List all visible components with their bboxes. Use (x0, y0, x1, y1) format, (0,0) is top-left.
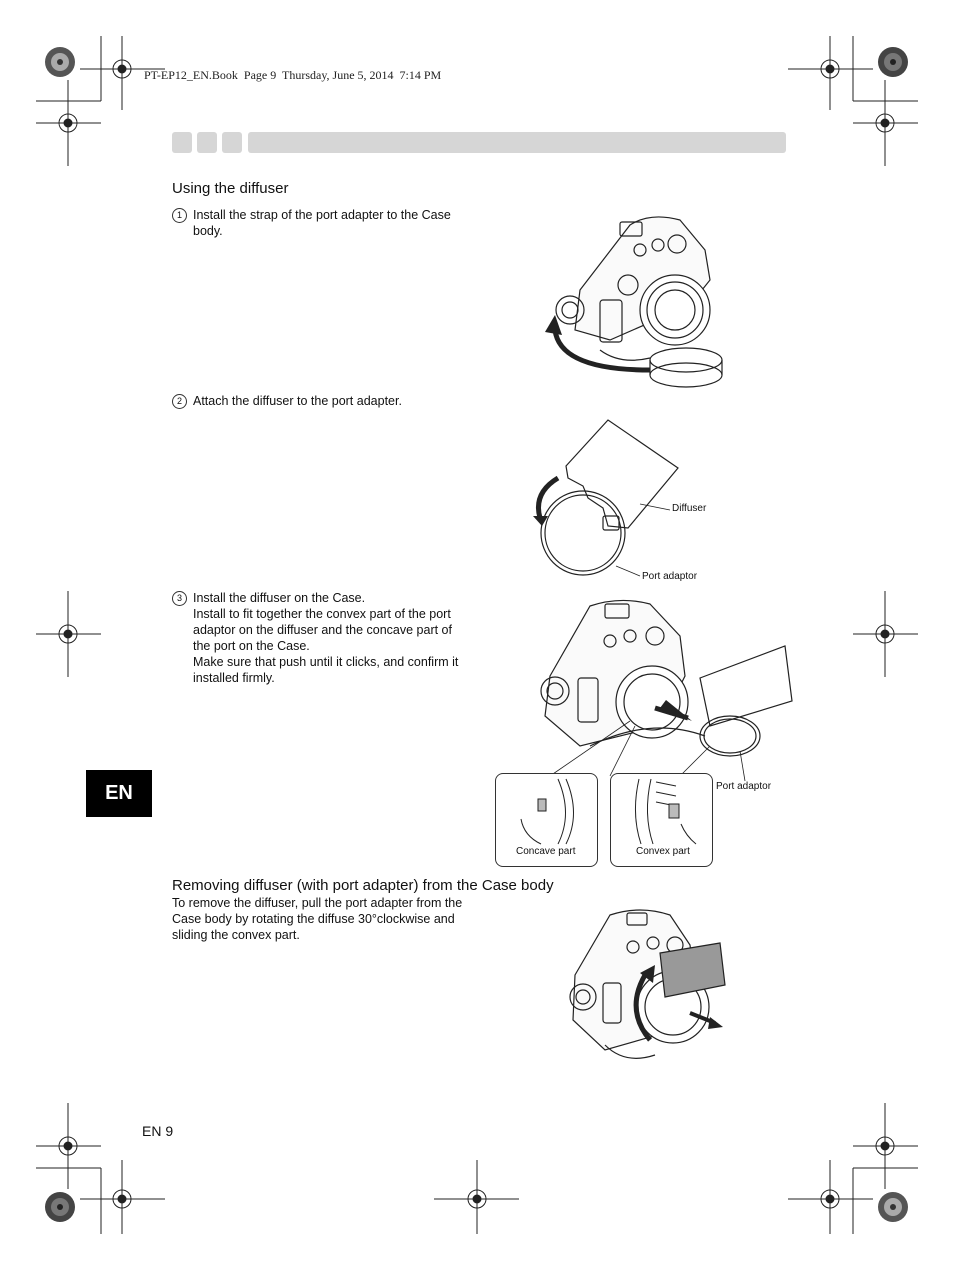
header-bar (248, 132, 786, 153)
concave-detail-drawing (496, 774, 597, 844)
detail-box-convex (610, 773, 713, 867)
language-tab-en: EN (86, 770, 152, 817)
step-text-line: Install to fit together the convex part of the port (193, 607, 451, 621)
header-tab-1 (172, 132, 192, 153)
body-text-line: To remove the diffuser, pull the port adapter from the (172, 896, 463, 910)
page-number: EN 9 (142, 1123, 174, 1139)
section-title-removing-diffuser: Removing diffuser (with port adapter) from the Case body (172, 877, 554, 894)
illustration-diffuser-remove (565, 905, 735, 1075)
step-number: 2 (172, 394, 187, 409)
illustration-strap-install (540, 210, 760, 390)
section-title-using-diffuser: Using the diffuser (172, 180, 289, 197)
header-tab-3 (222, 132, 242, 153)
step-text-line: Make sure that push until it clicks, and confirm it (193, 655, 459, 669)
label-convex-part: Convex part (636, 846, 690, 857)
convex-detail-drawing (611, 774, 712, 844)
label-concave-part: Concave part (516, 846, 576, 857)
step-number: 1 (172, 208, 187, 223)
step-text-line: Install the strap of the port adapter to the Case (193, 208, 451, 222)
label-port-adaptor-2: Port adaptor (716, 781, 772, 792)
removal-instructions (172, 895, 462, 943)
header-tab-2 (197, 132, 217, 153)
step-text-line: installed firmly. (193, 671, 275, 685)
body-text-line: sliding the convex part. (172, 928, 300, 942)
step-text-line: Attach the diffuser to the port adapter. (193, 394, 402, 408)
label-diffuser: Diffuser (672, 503, 707, 514)
label-port-adaptor: Port adaptor (642, 571, 698, 582)
illustration-diffuser-install (530, 596, 800, 796)
step-text-line: body. (193, 224, 223, 238)
step-text-line: adaptor on the diffuser and the concave part of (193, 623, 452, 637)
step-1 (172, 207, 502, 241)
body-text-line: Case body by rotating the diffuse 30°clockwise and (172, 912, 455, 926)
step-2 (172, 393, 502, 411)
step-number: 3 (172, 591, 187, 606)
step-3 (172, 590, 502, 690)
step-text-line: the port on the Case. (193, 639, 310, 653)
detail-box-concave (495, 773, 598, 867)
step-text-line: Install the diffuser on the Case. (193, 591, 366, 605)
print-header: PT-EP12_EN.Book Page 9 Thursday, June 5, 2014 7:14 PM (144, 68, 442, 82)
